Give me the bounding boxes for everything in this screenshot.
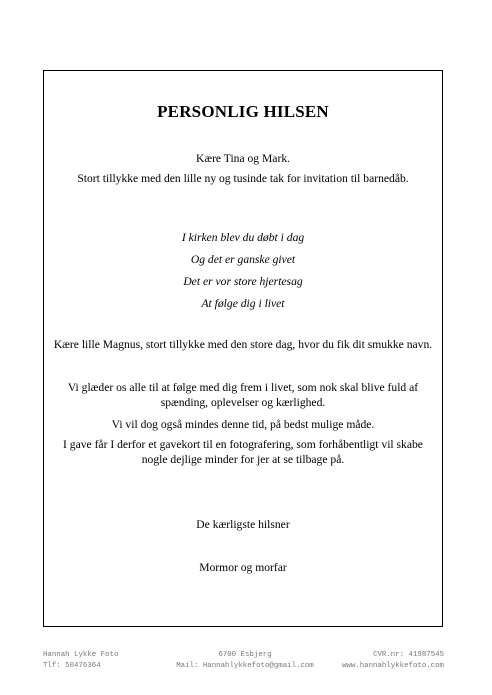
- intro-text: Stort tillykke med den lille ny og tusinde tak for invitation til barnedåb.: [77, 172, 409, 185]
- footer-website: www.hannahlykkefoto.com: [341, 662, 444, 670]
- footer-right: [342, 650, 444, 672]
- poem-line: Det er vor store hjertesag: [183, 275, 303, 288]
- closing: De kærligste hilsner: [196, 518, 290, 531]
- footer-left: [43, 650, 118, 672]
- paragraph-future: Vi glæder os alle til at følge med dig frem i livet, som nok skal blive fuld af spænding, oplevelser og kærlighed.: [67, 381, 419, 409]
- paragraph-gift: I gave får I derfor et gavekort til en fotografering, som forhåbentligt vil skabe nogle dejlige minder for jer at se tilbage på.: [63, 438, 423, 466]
- poem: [44, 227, 442, 315]
- footer-company: Hannah Lykke Foto: [43, 651, 119, 659]
- poem-line: At følge dig i livet: [201, 297, 285, 310]
- footer-cvr: CVR.nr: 41987545: [373, 651, 444, 659]
- footer-email: Mail: Hannahlykkefoto@gmail.com: [176, 662, 314, 670]
- footer-city: 6700 Esbjerg: [218, 651, 272, 659]
- footer-center: [130, 650, 360, 672]
- footer-phone: Tlf: 50476364: [43, 662, 101, 670]
- signature: Mormor og morfar: [199, 561, 287, 574]
- letter-title: PERSONLIG HILSEN: [157, 102, 329, 121]
- poem-line: Og det er ganske givet: [190, 253, 296, 266]
- greeting-card: [43, 70, 443, 627]
- poem-line: I kirken blev du døbt i dag: [181, 231, 305, 244]
- paragraph-memories: Vi vil dog også mindes denne tid, på bedst mulige måde.: [111, 418, 375, 431]
- salutation: Kære Tina og Mark.: [195, 152, 291, 165]
- paragraph-magnus: Kære lille Magnus, stort tillykke med den store dag, hvor du fik dit smukke navn.: [53, 338, 433, 351]
